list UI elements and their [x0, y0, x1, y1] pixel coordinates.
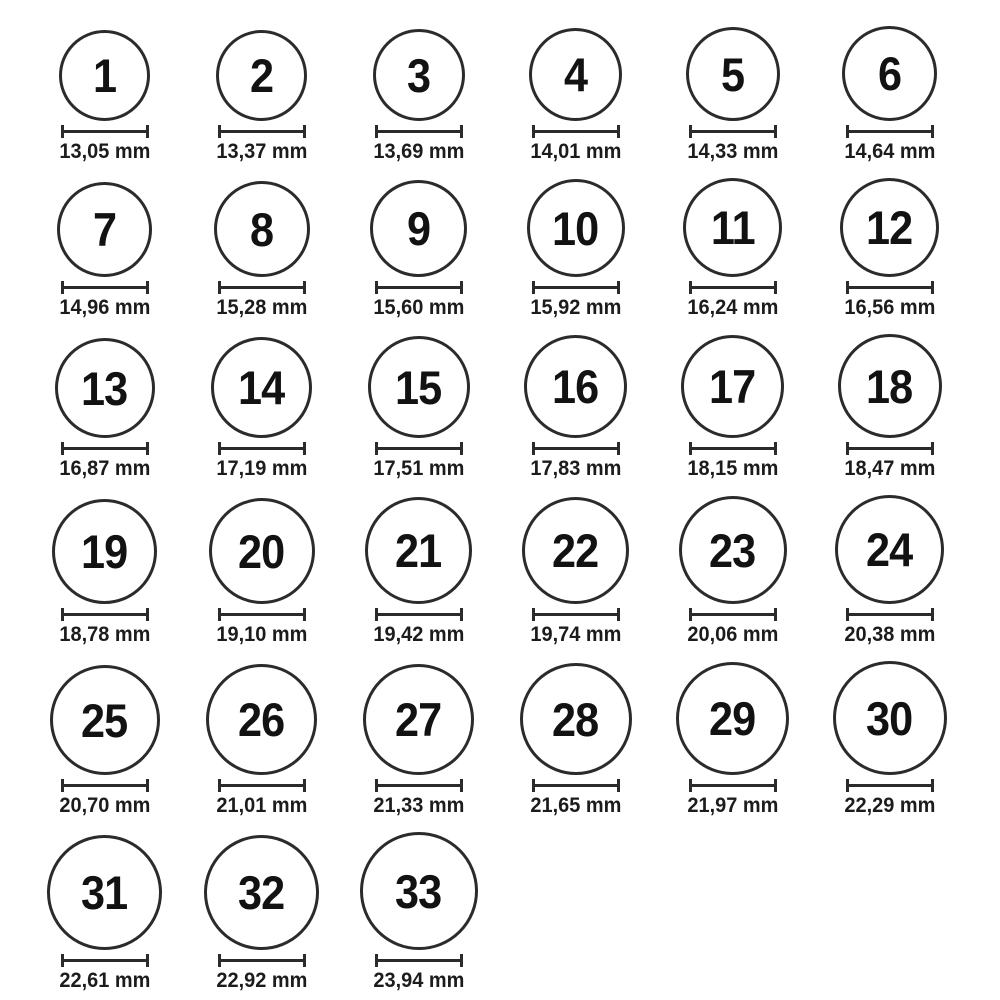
ring-size-number: 7 [92, 203, 117, 256]
diameter-label: 16,87 mm [59, 457, 150, 480]
ring-size-circle [840, 178, 939, 277]
diameter-dimension-line [375, 779, 463, 792]
diameter-label: 13,69 mm [373, 140, 464, 163]
diameter-label: 16,56 mm [844, 296, 935, 319]
ring-size-circle [211, 337, 312, 438]
dimension-line-bar [846, 447, 934, 450]
ring-size-cell [26, 835, 183, 993]
ring-size-number: 12 [866, 201, 913, 254]
ring-size-cell [340, 336, 497, 481]
dimension-line-bar [218, 447, 306, 450]
ring-size-circle [520, 663, 632, 775]
chart-row [26, 334, 1000, 481]
ring-size-cell [183, 181, 340, 320]
diameter-label: 20,38 mm [844, 623, 935, 646]
ring-size-cell [26, 182, 183, 320]
diameter-dimension-line [61, 954, 149, 967]
ring-size-cell [654, 662, 811, 818]
diameter-dimension-line [375, 281, 463, 294]
ring-size-circle [363, 664, 474, 775]
ring-size-circle [833, 661, 947, 775]
ring-size-number: 23 [709, 523, 756, 577]
diameter-label: 18,47 mm [844, 457, 935, 480]
dimension-line-bar [218, 959, 306, 962]
diameter-label: 14,64 mm [844, 140, 935, 163]
ring-size-circle [676, 662, 789, 775]
diameter-label: 21,97 mm [687, 794, 778, 817]
diameter-dimension-line [532, 125, 620, 138]
ring-size-circle [47, 835, 162, 950]
diameter-label: 15,92 mm [530, 296, 621, 319]
ring-size-number: 5 [720, 47, 745, 101]
diameter-dimension-line [846, 125, 934, 138]
ring-size-circle [57, 182, 152, 277]
diameter-dimension-line [846, 442, 934, 455]
ring-size-number: 24 [866, 523, 913, 576]
ring-size-circle [524, 335, 627, 438]
diameter-dimension-line [375, 608, 463, 621]
diameter-dimension-line [689, 125, 777, 138]
diameter-label: 23,94 mm [373, 969, 464, 992]
ring-size-cell [183, 498, 340, 647]
ring-size-number: 1 [92, 49, 117, 102]
dimension-line-bar [61, 447, 149, 450]
dimension-line-bar [375, 613, 463, 616]
diameter-dimension-line [689, 608, 777, 621]
ring-size-number: 2 [249, 49, 274, 102]
ring-size-number: 26 [238, 693, 285, 746]
dimension-line-bar [375, 130, 463, 133]
ring-size-cell [811, 495, 968, 647]
ring-size-cell [811, 26, 968, 164]
ring-size-circle [204, 835, 319, 950]
dimension-line-bar [218, 613, 306, 616]
ring-size-circle [529, 28, 622, 121]
ring-size-cell [497, 28, 654, 164]
chart-row [26, 178, 1000, 320]
diameter-dimension-line [218, 442, 306, 455]
ring-size-cell [811, 334, 968, 481]
ring-size-circle [527, 179, 625, 277]
diameter-dimension-line [689, 442, 777, 455]
ring-size-number: 29 [709, 692, 756, 745]
dimension-line-bar [375, 959, 463, 962]
diameter-label: 18,15 mm [687, 457, 778, 480]
ring-size-number: 25 [81, 693, 128, 747]
diameter-label: 14,33 mm [687, 140, 778, 163]
ring-size-circle [522, 497, 629, 604]
diameter-dimension-line [218, 608, 306, 621]
ring-size-number: 11 [710, 201, 755, 254]
diameter-label: 19,74 mm [530, 623, 621, 646]
ring-size-number: 14 [238, 361, 285, 414]
ring-size-number: 22 [552, 524, 599, 577]
ring-size-circle [683, 178, 782, 277]
ring-size-circle [50, 665, 160, 775]
dimension-line-bar [532, 784, 620, 787]
diameter-label: 18,78 mm [59, 623, 150, 646]
ring-size-cell [26, 30, 183, 164]
ring-size-circle [216, 30, 307, 121]
ring-size-number: 31 [81, 866, 128, 919]
ring-size-circle [365, 497, 472, 604]
dimension-line-bar [689, 130, 777, 133]
ring-size-circle [842, 26, 937, 121]
diameter-dimension-line [218, 779, 306, 792]
dimension-line-bar [532, 286, 620, 289]
dimension-line-bar [375, 286, 463, 289]
diameter-dimension-line [532, 779, 620, 792]
ring-size-cell [183, 337, 340, 481]
ring-size-cell [497, 663, 654, 818]
ring-size-cell [654, 27, 811, 164]
diameter-dimension-line [689, 281, 777, 294]
diameter-dimension-line [532, 281, 620, 294]
ring-size-circle [360, 832, 478, 950]
ring-size-circle [368, 336, 470, 438]
ring-size-cell [497, 335, 654, 481]
dimension-line-bar [218, 130, 306, 133]
diameter-label: 13,37 mm [216, 140, 307, 163]
ring-size-circle [59, 30, 150, 121]
ring-size-cell [183, 835, 340, 993]
ring-size-number: 20 [238, 524, 285, 578]
ring-size-number: 3 [406, 48, 431, 102]
diameter-label: 21,01 mm [216, 794, 307, 817]
dimension-line-bar [689, 286, 777, 289]
dimension-line-bar [846, 784, 934, 787]
ring-size-number: 15 [395, 360, 442, 414]
diameter-label: 22,61 mm [59, 969, 150, 992]
ring-size-number: 19 [81, 525, 128, 578]
ring-size-cell [340, 832, 497, 993]
ring-size-cell [811, 178, 968, 320]
ring-size-number: 17 [709, 360, 756, 413]
diameter-label: 21,65 mm [530, 794, 621, 817]
chart-row [26, 26, 1000, 164]
ring-size-circle [52, 499, 157, 604]
dimension-line-bar [689, 447, 777, 450]
dimension-line-bar [846, 613, 934, 616]
ring-size-number: 4 [563, 48, 588, 101]
diameter-dimension-line [375, 442, 463, 455]
dimension-line-bar [61, 613, 149, 616]
ring-size-cell [497, 179, 654, 320]
diameter-dimension-line [689, 779, 777, 792]
ring-size-number: 30 [866, 691, 913, 745]
dimension-line-bar [375, 784, 463, 787]
diameter-dimension-line [846, 608, 934, 621]
ring-size-cell [340, 497, 497, 647]
diameter-dimension-line [532, 442, 620, 455]
dimension-line-bar [61, 784, 149, 787]
diameter-dimension-line [532, 608, 620, 621]
diameter-dimension-line [375, 125, 463, 138]
diameter-dimension-line [61, 442, 149, 455]
diameter-dimension-line [846, 779, 934, 792]
ring-size-cell [26, 665, 183, 818]
diameter-dimension-line [218, 281, 306, 294]
chart-row [26, 495, 1000, 647]
ring-size-circle [214, 181, 310, 277]
diameter-label: 14,96 mm [59, 296, 150, 319]
ring-size-cell [497, 497, 654, 647]
ring-size-number: 16 [552, 360, 599, 413]
ring-size-circle [206, 664, 317, 775]
ring-size-circle [209, 498, 315, 604]
diameter-label: 21,33 mm [373, 794, 464, 817]
ring-size-cell [183, 664, 340, 818]
dimension-line-bar [846, 286, 934, 289]
ring-size-number: 13 [81, 361, 128, 415]
ring-size-circle [681, 335, 784, 438]
dimension-line-bar [218, 784, 306, 787]
dimension-line-bar [532, 447, 620, 450]
ring-size-circle [835, 495, 944, 604]
ring-size-cell [340, 180, 497, 320]
ring-size-number: 9 [406, 202, 431, 255]
dimension-line-bar [218, 286, 306, 289]
diameter-label: 19,10 mm [216, 623, 307, 646]
dimension-line-bar [61, 130, 149, 133]
diameter-dimension-line [61, 779, 149, 792]
dimension-line-bar [689, 784, 777, 787]
diameter-dimension-line [218, 125, 306, 138]
ring-size-number: 28 [552, 692, 599, 746]
dimension-line-bar [61, 286, 149, 289]
diameter-label: 14,01 mm [530, 140, 621, 163]
diameter-label: 17,83 mm [530, 457, 621, 480]
dimension-line-bar [532, 613, 620, 616]
ring-size-number: 6 [877, 47, 902, 100]
ring-size-circle [838, 334, 942, 438]
ring-size-circle [686, 27, 780, 121]
ring-size-cell [654, 335, 811, 481]
ring-size-number: 33 [395, 864, 442, 918]
ring-size-cell [26, 499, 183, 647]
ring-size-number: 8 [249, 202, 274, 256]
diameter-label: 17,51 mm [373, 457, 464, 480]
diameter-label: 17,19 mm [216, 457, 307, 480]
ring-size-cell [811, 661, 968, 818]
ring-size-cell [183, 30, 340, 164]
diameter-dimension-line [846, 281, 934, 294]
dimension-line-bar [846, 130, 934, 133]
ring-size-number: 18 [866, 359, 913, 413]
ring-size-cell [340, 29, 497, 164]
ring-size-cell [340, 664, 497, 818]
diameter-label: 22,92 mm [216, 969, 307, 992]
diameter-dimension-line [218, 954, 306, 967]
diameter-label: 19,42 mm [373, 623, 464, 646]
diameter-dimension-line [61, 125, 149, 138]
diameter-label: 15,28 mm [216, 296, 307, 319]
diameter-label: 16,24 mm [687, 296, 778, 319]
ring-size-cell [654, 178, 811, 320]
ring-size-number: 10 [552, 201, 599, 255]
ring-size-cell [654, 496, 811, 647]
ring-size-circle [55, 338, 155, 438]
ring-size-number: 21 [395, 524, 442, 577]
diameter-dimension-line [61, 281, 149, 294]
diameter-label: 20,06 mm [687, 623, 778, 646]
dimension-line-bar [532, 130, 620, 133]
dimension-line-bar [375, 447, 463, 450]
ring-size-number: 27 [395, 693, 442, 746]
dimension-line-bar [689, 613, 777, 616]
dimension-line-bar [61, 959, 149, 962]
ring-size-circle [370, 180, 467, 277]
diameter-label: 13,05 mm [59, 140, 150, 163]
diameter-dimension-line [375, 954, 463, 967]
diameter-label: 22,29 mm [844, 794, 935, 817]
chart-row [26, 832, 1000, 993]
ring-size-cell [26, 338, 183, 481]
diameter-label: 15,60 mm [373, 296, 464, 319]
ring-size-circle [373, 29, 465, 121]
ring-size-number: 32 [238, 866, 285, 919]
diameter-label: 20,70 mm [59, 794, 150, 817]
chart-row [26, 661, 1000, 818]
diameter-dimension-line [61, 608, 149, 621]
ring-size-circle [679, 496, 787, 604]
